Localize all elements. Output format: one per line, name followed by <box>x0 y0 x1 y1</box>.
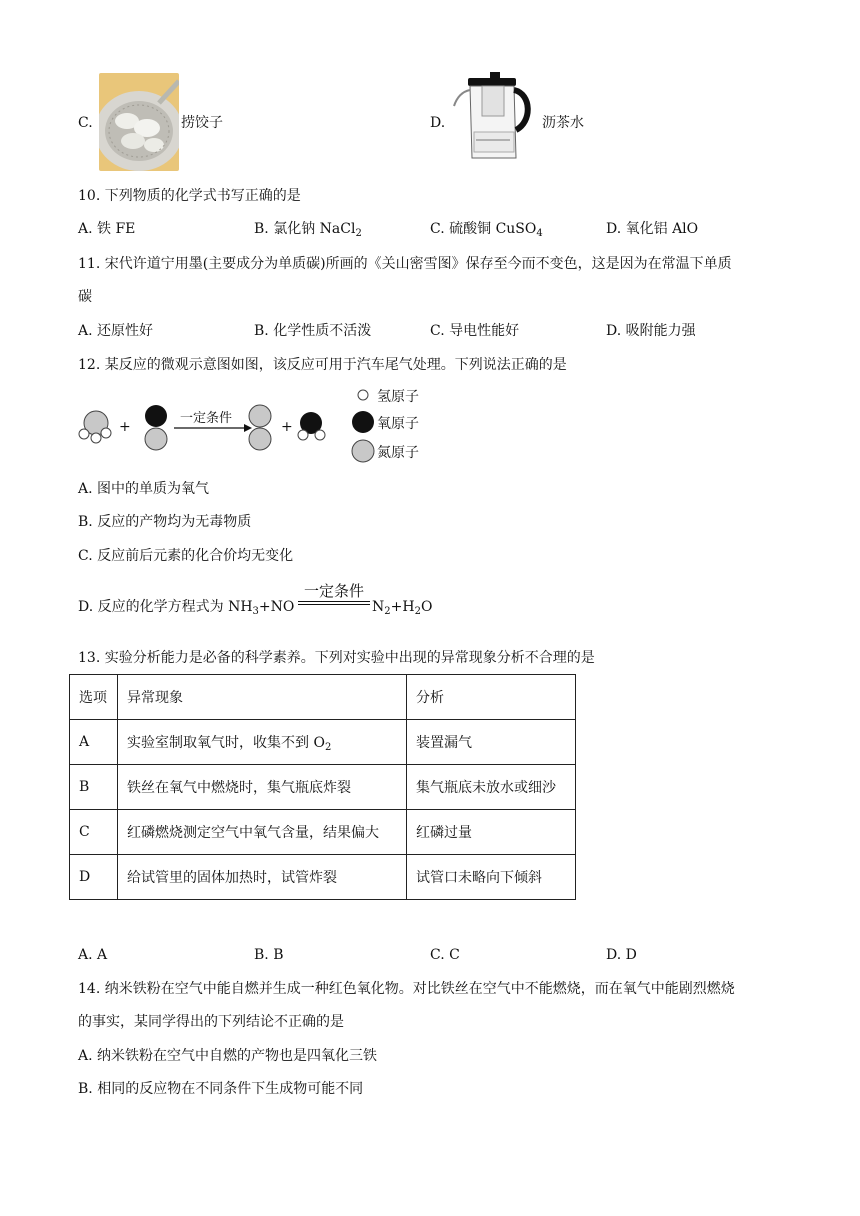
nitrogen-molecule <box>249 405 271 450</box>
q10-option-d: D. 氧化铝 AlO <box>606 221 699 237</box>
row-option: A <box>70 720 118 765</box>
table-row <box>70 765 576 810</box>
row-option: C <box>70 810 118 855</box>
legend-nitrogen-label: 氮原子 <box>377 445 419 461</box>
question-14-stem-line2: 的事实，某同学得出的下列结论不正确的是 <box>78 1014 344 1030</box>
option-letter-c: C. <box>78 115 93 131</box>
reaction-condition-label: 一定条件 <box>180 411 233 426</box>
row-analysis: 红磷过量 <box>407 810 576 855</box>
row-analysis: 装置漏气 <box>407 720 576 765</box>
q10-option-c: C. 硫酸铜 CuSO$_4$ <box>430 221 543 239</box>
table-row <box>70 810 576 855</box>
question-12-stem: 12. 某反应的微观示意图如图，该反应可用于汽车尾气处理。下列说法正确的是 <box>78 357 567 373</box>
table-header-row <box>70 675 576 720</box>
header-option: 选项 <box>70 675 118 720</box>
q12-option-d-right: $N_2+H_2O$ <box>372 599 433 617</box>
q11-option-a: A. 还原性好 <box>78 323 154 339</box>
q14-option-a: A. 纳米铁粉在空气中自燃的产物也是四氧化三铁 <box>78 1048 378 1064</box>
q10-option-a: A. 铁 FE <box>78 221 136 237</box>
row-phenomenon: 实验室制取氧气时，收集不到 $O_2$ <box>118 720 407 765</box>
q11-option-c: C. 导电性能好 <box>430 323 520 339</box>
table-row <box>70 720 576 765</box>
q12-option-d-left: D. 反应的化学方程式为 $NH_3+NO$ <box>78 599 295 617</box>
row-analysis: 试管口未略向下倾斜 <box>407 855 576 900</box>
header-analysis: 分析 <box>407 675 576 720</box>
question-10-stem: 10. 下列物质的化学式书写正确的是 <box>78 188 301 204</box>
option-letter-d: D. <box>430 115 446 131</box>
option-c-text: 捞饺子 <box>181 115 223 131</box>
row-phenomenon: 给试管里的固体加热时，试管炸裂 <box>118 855 407 900</box>
water-molecule <box>298 412 325 440</box>
row-analysis: 集气瓶底未放水或细沙 <box>407 765 576 810</box>
q13-option-b: B. B <box>254 947 284 963</box>
q13-option-a: A. A <box>78 947 108 963</box>
q13-option-c: C. C <box>430 947 460 963</box>
question-11-stem-line2: 碳 <box>78 289 92 305</box>
row-option: D <box>70 855 118 900</box>
row-option: B <box>70 765 118 810</box>
question-11-stem-line1: 11. 宋代许道宁用墨(主要成分为单质碳)所画的《关山密雪图》保存至今而不变色，这是因为在常温下单质 <box>78 256 732 272</box>
q12-option-a: A. 图中的单质为氧气 <box>78 481 210 497</box>
option-d-text: 沥茶水 <box>542 115 584 131</box>
dumpling-scooping-photo <box>99 73 179 171</box>
header-phenomenon: 异常现象 <box>118 675 407 720</box>
ammonia-molecule <box>79 411 111 443</box>
legend-nitrogen-icon <box>352 440 374 462</box>
tea-strainer-pot-image <box>452 72 538 164</box>
reaction-micro-diagram <box>74 380 434 470</box>
q12-option-b: B. 反应的产物均为无毒物质 <box>78 514 252 530</box>
legend-hydrogen-label: 氢原子 <box>377 389 419 405</box>
legend-oxygen-icon <box>352 411 374 433</box>
nitric-oxide-molecule <box>145 405 167 450</box>
question-14-stem-line1: 14. 纳米铁粉在空气中能自燃并生成一种红色氧化物。对比铁丝在空气中不能燃烧，而在氧气中能剧烈燃烧 <box>78 981 735 997</box>
plus-sign: + <box>119 419 131 435</box>
equation-condition-sign: 一定条件 <box>298 582 370 605</box>
q11-option-b: B. 化学性质不活泼 <box>254 323 372 339</box>
question-13-stem: 13. 实验分析能力是必备的科学素养。下列对实验中出现的异常现象分析不合理的是 <box>78 650 595 666</box>
q12-option-c: C. 反应前后元素的化合价均无变化 <box>78 548 294 564</box>
table-row <box>70 855 576 900</box>
q11-option-d: D. 吸附能力强 <box>606 323 696 339</box>
plus-sign: + <box>281 419 293 435</box>
q10-option-b: B. 氯化钠 NaCl$_2$ <box>254 221 362 239</box>
q14-option-b: B. 相同的反应物在不同条件下生成物可能不同 <box>78 1081 364 1097</box>
row-phenomenon: 红磷燃烧测定空气中氧气含量，结果偏大 <box>118 810 407 855</box>
legend-oxygen-label: 氧原子 <box>377 416 419 432</box>
legend-hydrogen-icon <box>358 390 368 400</box>
q13-option-d: D. D <box>606 947 637 963</box>
row-phenomenon: 铁丝在氧气中燃烧时，集气瓶底炸裂 <box>118 765 407 810</box>
experiment-analysis-table <box>69 674 576 900</box>
